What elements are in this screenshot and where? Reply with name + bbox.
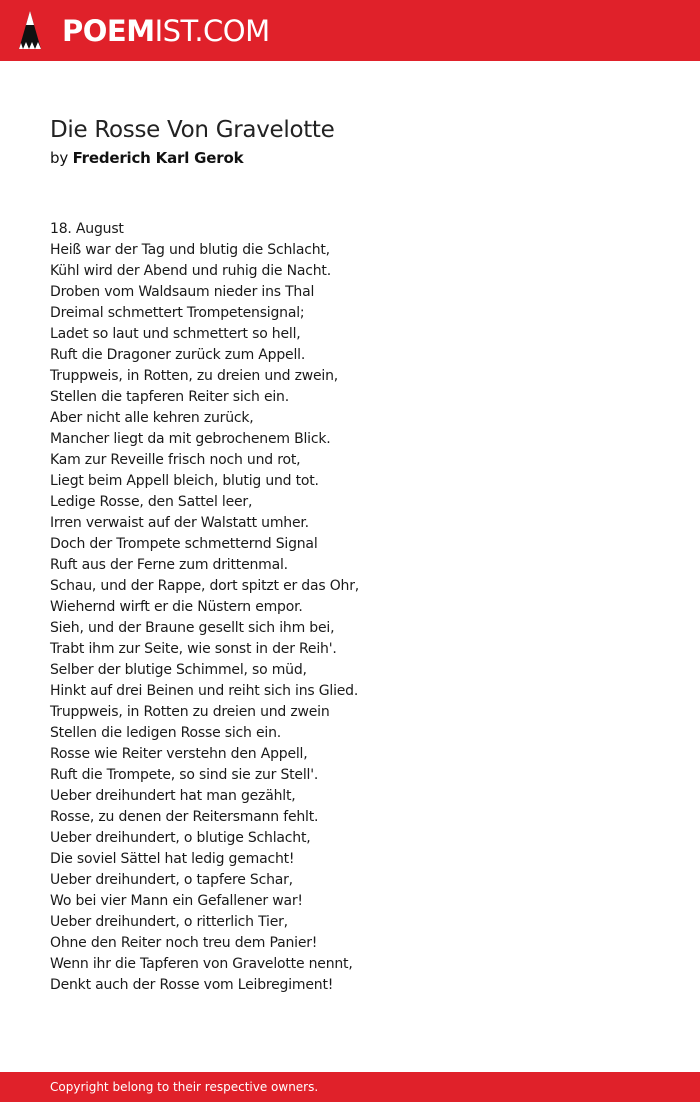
poem-line: Kam zur Reveille frisch noch und rot,: [50, 452, 301, 468]
poem-line: Ueber dreihundert, o ritterlich Tier,: [50, 914, 288, 930]
poem-line: Dreimal schmettert Trompetensignal;: [50, 305, 305, 321]
poem-line: Denkt auch der Rosse vom Leibregiment!: [50, 977, 334, 993]
poem-line: Liegt beim Appell bleich, blutig und tot.: [50, 473, 319, 489]
poem-line: Ohne den Reiter noch treu dem Panier!: [50, 935, 318, 951]
poem-line: Schau, und der Rappe, dort spitzt er das Ohr,: [50, 578, 360, 594]
poem-line: Ueber dreihundert, o tapfere Schar,: [50, 872, 293, 888]
poem-byline: [50, 149, 243, 167]
poem-line: Ruft die Trompete, so sind sie zur Stell'.: [50, 767, 319, 783]
poem-line: Aber nicht alle kehren zurück,: [50, 410, 254, 426]
copyright-text: Copyright belong to their respective owners.: [50, 1080, 319, 1094]
poem-line: Ueber dreihundert, o blutige Schlacht,: [50, 830, 311, 846]
poem-title: Die Rosse Von Gravelotte: [50, 117, 335, 143]
poem-line: Stellen die ledigen Rosse sich ein.: [50, 725, 281, 741]
poem-line: 18. August: [50, 221, 124, 237]
poem-line: Ruft die Dragoner zurück zum Appell.: [50, 347, 306, 363]
poem-line: Droben vom Waldsaum nieder ins Thal: [50, 284, 315, 300]
poem-line: Sieh, und der Braune gesellt sich ihm bei,: [50, 620, 335, 636]
poem-line: Stellen die tapferen Reiter sich ein.: [50, 389, 289, 405]
poem-line: Heiß war der Tag und blutig die Schlacht,: [50, 242, 330, 258]
poem-line: Truppweis, in Rotten, zu dreien und zwein,: [50, 368, 339, 384]
site-footer: [0, 1072, 700, 1102]
poem-line: Ruft aus der Ferne zum drittenmal.: [50, 557, 288, 573]
poem-line: Ueber dreihundert hat man gezählt,: [50, 788, 296, 804]
poem-body: [50, 219, 670, 996]
poem-line: Selber der blutige Schimmel, so müd,: [50, 662, 307, 678]
poem-line: Mancher liegt da mit gebrochenem Blick.: [50, 431, 331, 447]
author-name[interactable]: Frederich Karl Gerok: [72, 149, 244, 167]
poem-line: Die soviel Sättel hat ledig gemacht!: [50, 851, 295, 867]
poem-line: Wenn ihr die Tapferen von Gravelotte nennt,: [50, 956, 353, 972]
poem-line: Trabt ihm zur Seite, wie sonst in der Reih'.: [50, 641, 337, 657]
site-logo-text[interactable]: [62, 10, 270, 52]
poem-line: Ledige Rosse, den Sattel leer,: [50, 494, 253, 510]
pencil-tip-icon[interactable]: [17, 9, 43, 51]
poem-line: Doch der Trompete schmetternd Signal: [50, 536, 318, 552]
site-header: [0, 0, 700, 61]
brand-light-text: IST.COM: [154, 14, 270, 48]
poem-line: Rosse, zu denen der Reitersmann fehlt.: [50, 809, 319, 825]
poem-line: Wo bei vier Mann ein Gefallener war!: [50, 893, 303, 909]
poem-line: Hinkt auf drei Beinen und reiht sich ins Glied.: [50, 683, 359, 699]
poem-line: Wiehernd wirft er die Nüstern empor.: [50, 599, 303, 615]
poem-line: Truppweis, in Rotten zu dreien und zwein: [50, 704, 330, 720]
brand-bold-text: POEM: [62, 14, 155, 48]
by-label: by: [50, 149, 68, 167]
poem-line: Irren verwaist auf der Walstatt umher.: [50, 515, 309, 531]
poem-line: Kühl wird der Abend und ruhig die Nacht.: [50, 263, 331, 279]
poem-line: Ladet so laut und schmettert so hell,: [50, 326, 301, 342]
poem-line: Rosse wie Reiter verstehn den Appell,: [50, 746, 308, 762]
